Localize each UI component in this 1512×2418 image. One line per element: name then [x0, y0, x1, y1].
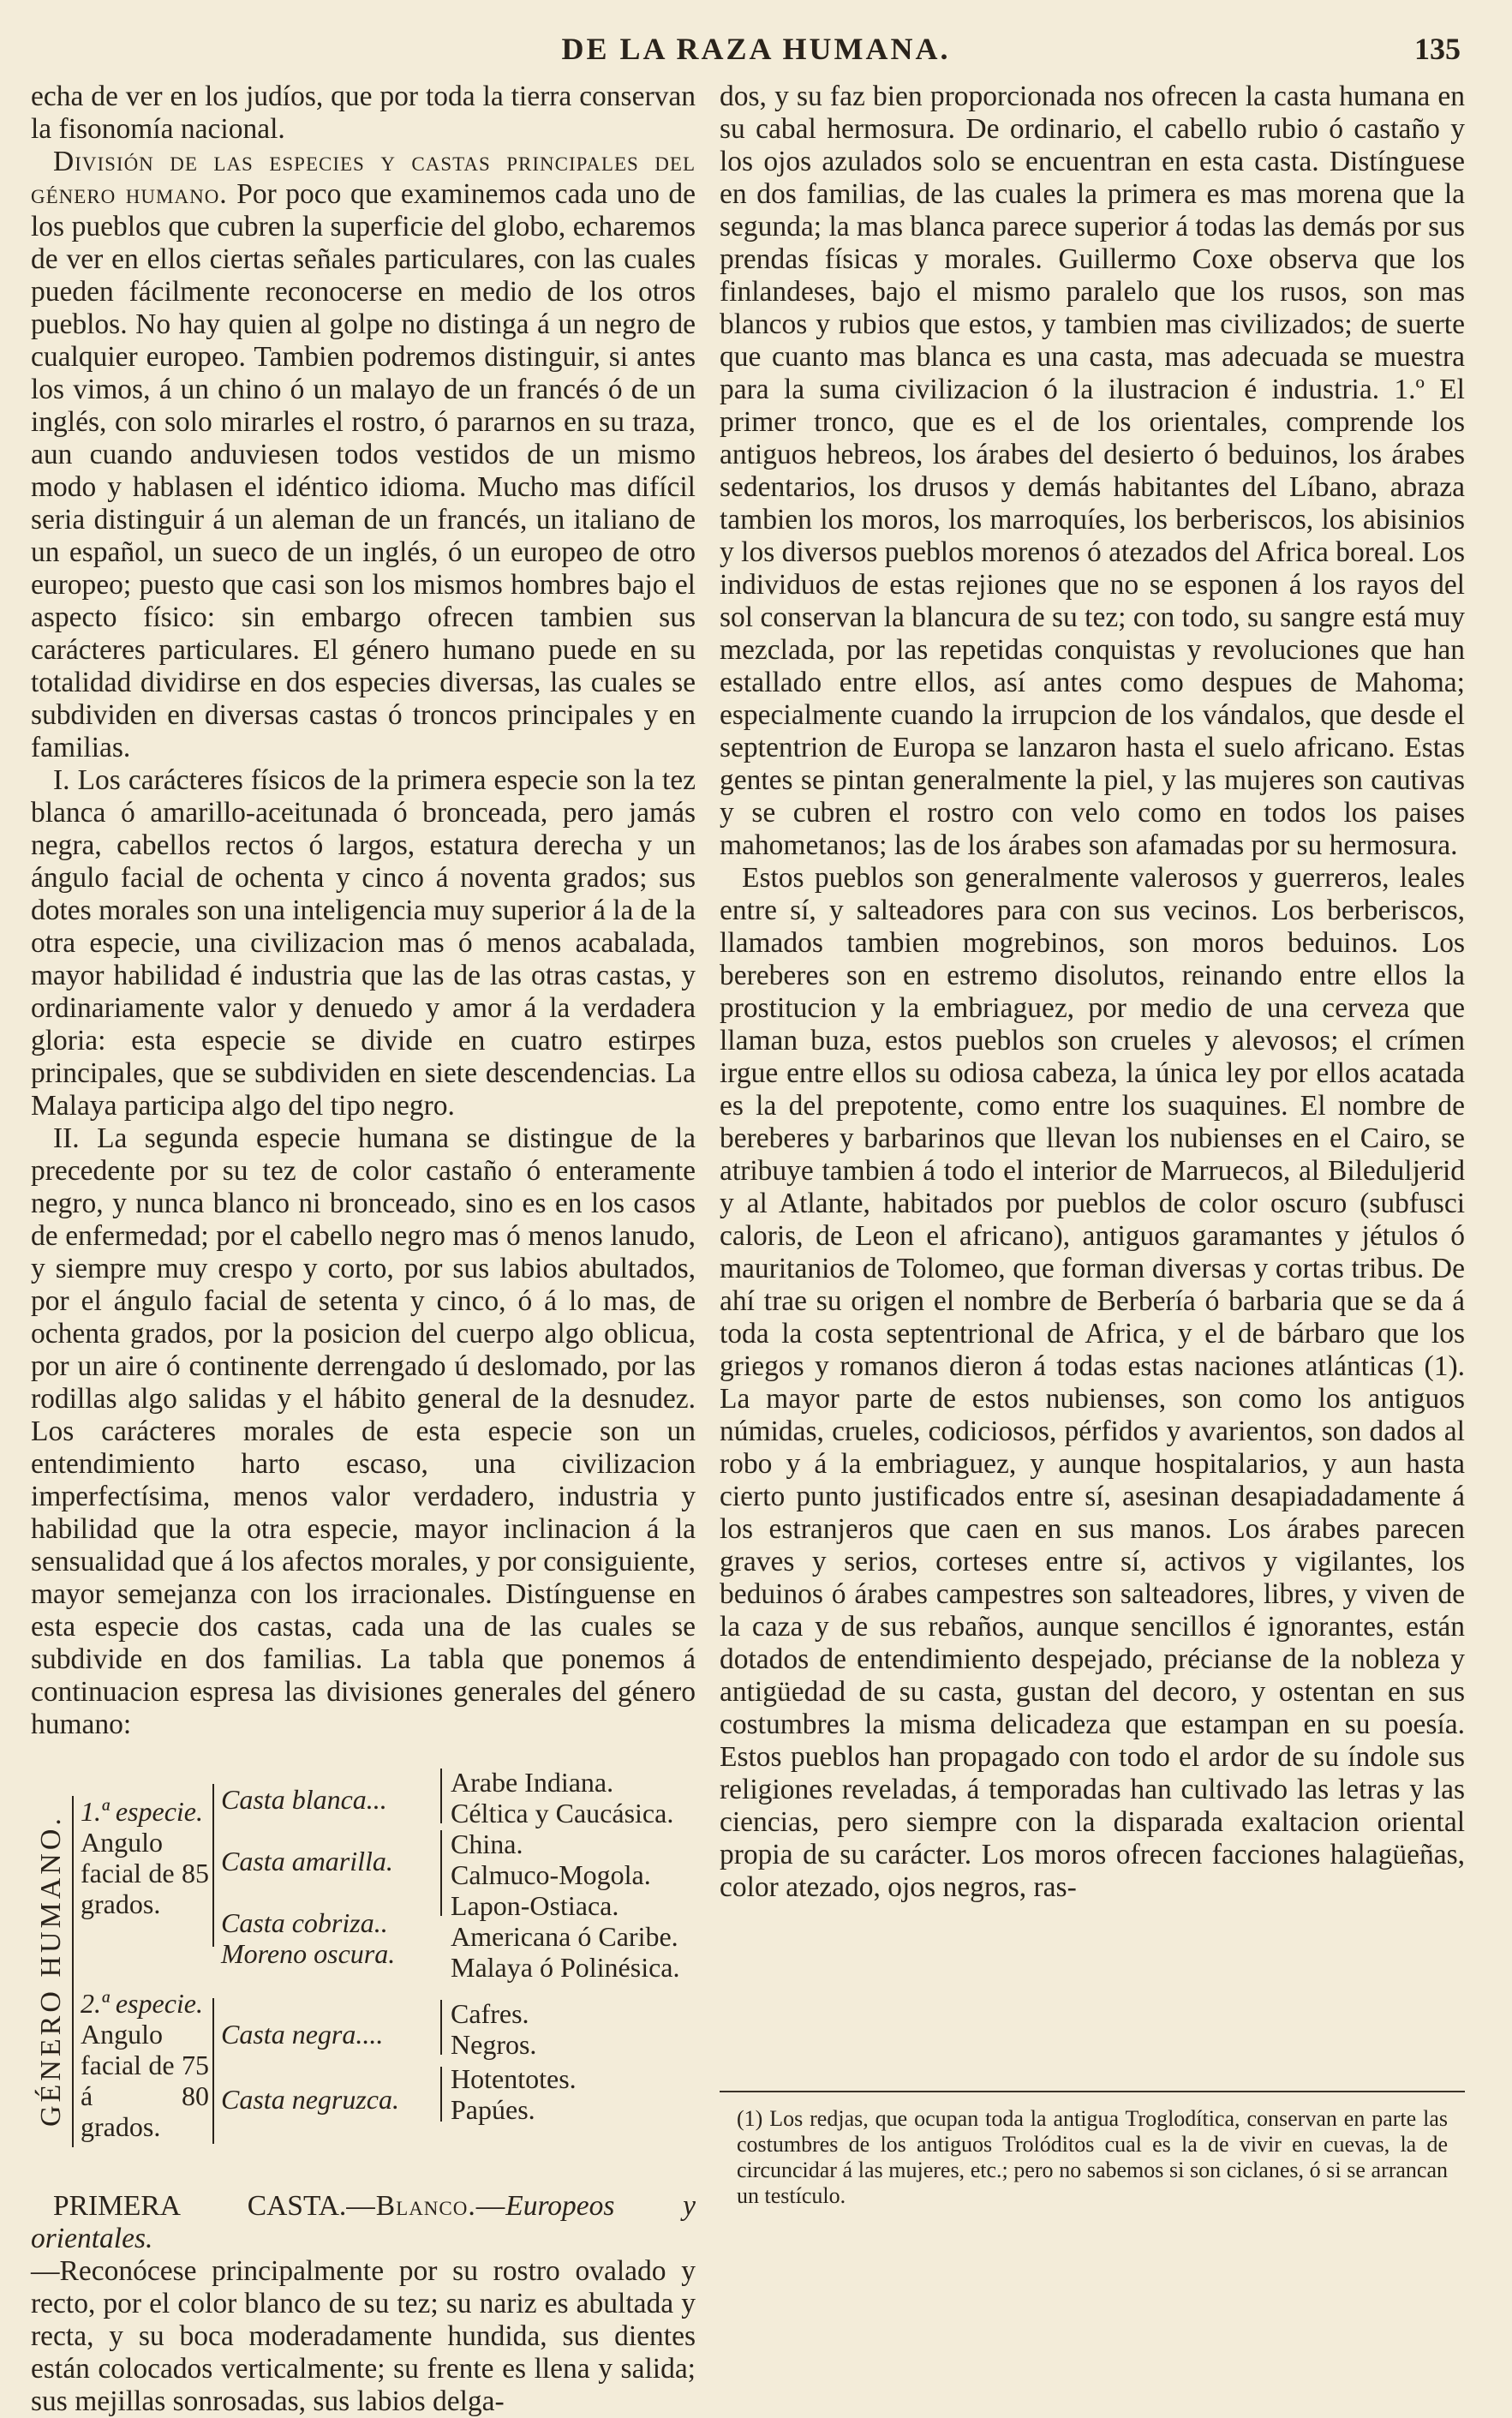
casta-label: Casta cobriza..: [221, 1907, 388, 1938]
running-title: DE LA RAZA HUMANA.: [561, 32, 951, 66]
section-heading: PRIMERA CASTA.: [53, 2190, 347, 2222]
raza-label: Papúes.: [451, 2094, 535, 2125]
raza-label: Cafres.: [451, 1998, 529, 2029]
raza-label: Negros.: [451, 2029, 537, 2060]
paragraph: Estos pueblos son generalmente valerosos y guerreros, leales entre sí, y salteadores para con sus vecinos. Los berberiscos, llamados tambien mogrebinos, son moros beduinos. Los bereberes son en estremo disolutos, reinando entre ellos la prostitucion y la embriaguez, por medio de una cerveza que llaman buza, estos pueblos son crueles y alevosos; el crímen irgue entre ellos su odiosa cabeza, la única ley por ellos acatada es la del prepotente, como entre los suaquines. El nombre de bereberes y barbarinos que llevan los nubienses en el Cairo, se atribuye tambien á todo el interior de Marruecos, al Bileduljerid y al Atlante, habitados por pueblos de color oscuro (subfusci caloris, de Leon el africano), antiguos garamantes y jétulos ó mauritanios de Tolomeo, que forman diversas y cortas tribus. De ahí trae su origen el nombre de Berbería ó barbaria que se da á toda la costa septentrional de Africa, y el de bárbaro que los griegos y romanos dieron á todas estas naciones atlánticas (1). La mayor parte de estos nubienses, son como los antiguos númidas, crueles, codiciosos, pérfidos y avarientos, son dados al robo y á la embriaguez, y aunque hospitalarios, y aun hasta cierto punto justificados entre sí, asesinan desapiadadamente á los estranjeros que caen en sus manos. Los árabes parecen graves y serios, corteses entre sí, activos y vigilantes, los beduinos ó árabes campestres son salteadores, libres, y viven de la caza y de sus rebaños, aunque sencillos é ignorantes, están dotados de entendimiento despejado, précianse de la nobleza y antigüedad de su casta, gustan del decoro, y ostentan en sus costumbres la misma delicadeza que estampan en su poesía. Estos pueblos han propagado con todo el ardor de su índole sus religiones reveladas, á temporadas han cultivado las letras y las ciencias, pero siempre con la disparada exaltacion oriental propia de su carácter. Los moros ofrecen facciones halagüeñas, color atezado, ojos negros, ras-: [720, 862, 1465, 1903]
raza-label: Hotentotes.: [451, 2063, 577, 2094]
brace: [440, 2067, 442, 2122]
especie-1: 1.ª especie. Angulo facial de 85 grados.: [81, 1796, 209, 1919]
page-number: 135: [1414, 32, 1461, 66]
left-column: [31, 81, 696, 2418]
roman-numeral: I.: [53, 764, 70, 796]
roman-numeral: II.: [53, 1122, 80, 1154]
paragraph: II. La segunda especie humana se distingue de la precedente por su tez de color castaño ó enteramente negro, y nunca blanco ni bronceado, sino es en los casos de enfermedad; por el cabello negro mas ó menos lanudo, y siempre muy crespo y corto, por sus labios abultados, por el ángulo facial de setenta y cinco, ó á lo mas, de ochenta grados, por la posicion del cuerpo algo oblicua, por un aire ó continente derrengado ú deslomado, por las rodillas algo salidas y el hábito general de la desnudez. Los carácteres morales de esta especie son un entendimiento harto escaso, una civilizacion imperfectísima, menos valor verdadero, industria y habilidad que la otra especie, mayor inclinacion á la sensualidad que á los afectos morales, y por consiguiente, mayor semejanza con los irracionales. Distínguense en esta especie dos castas, cada una de las cuales se subdivide en dos familias. La tabla que ponemos á continuacion espresa las divisiones generales del género humano:: [31, 1122, 696, 1740]
casta-label: Casta negra....: [221, 2019, 384, 2050]
casta-label: Casta blanca...: [221, 1784, 387, 1815]
brace: [440, 2000, 442, 2055]
brace: [212, 1784, 214, 1947]
especie-2: 2.ª especie. Angulo facial de 75 á 80 grados.: [81, 1988, 209, 2142]
casta-label: Moreno oscura.: [221, 1938, 396, 1969]
paragraph: dos, y su faz bien proporcionada nos ofrecen la casta humana en su cabal hermosura. De ordinario, el cabello rubio ó castaño y los ojos azulados solo se encuentran en esta casta. Distínguese en dos familias, de las cuales la primera es mas morena que la segunda; la mas blanca parece superior á todas las demás por sus prendas físicas y morales. Guillermo Coxe observa que los finlandeses, bajo el mismo paralelo que los rusos, son mas blancos y rubios que estos, y tambien mas civilizados; de suerte que cuanto mas blanca es una casta, mas adecuada se muestra para la suma civilizacion ó la ilustracion é industria. 1.º El primer tronco, que es el de los orientales, comprende los antiguos hebreos, los árabes del desierto ó beduinos, los árabes sedentarios, los drusos y demás habitantes del Líbano, abraza tambien los moros, los marroquíes, los berberiscos, los abisinios y los diversos pueblos morenos ó atezados del Africa boreal. Los individuos de estas rejiones que no se esponen á los rayos del sol conservan la blancura de su tez; con todo, su sangre está muy mezclada, por las repetidas conquistas y revoluciones que han estallado entre ellos, así antes como despues de Mahoma; especialmente cuando la irrupcion de los vándalos, que desde el septentrion de Europa se lanzaron hasta el suelo africano. Estas gentes se pintan generalmente la piel, y las mujeres son cautivas y se cubren el rostro con velo como en todos los paises mahometanos; las de los árabes son afamadas por su hermosura.: [720, 81, 1465, 861]
section-heading: División de las especies y castas principales del género humano.: [31, 146, 696, 210]
paragraph: echa de ver en los judíos, que por toda la tierra conservan la fisonomía nacional.: [31, 81, 696, 145]
raza-label: China.: [451, 1828, 523, 1859]
brace: [440, 1769, 442, 1823]
page-header: [0, 31, 1512, 72]
raza-label: Americana ó Caribe.: [451, 1921, 678, 1952]
casta-label: Casta negruzca.: [221, 2084, 399, 2115]
raza-label: Calmuco-Mogola.: [451, 1859, 651, 1890]
raza-label: Céltica y Caucásica.: [451, 1798, 674, 1828]
classification-table: [31, 1767, 696, 2170]
brace: [440, 1830, 442, 1916]
table-group-label: GÉNERO HUMANO.: [35, 1815, 67, 2127]
footnote: (1) Los redjas, que ocupan toda la antigua Troglodítica, conservan en parte las costumbres de los antiguos Trolóditos cual es la de vivir en cuevas, la de circuncidar á las mujeres, etc.; pero no sabemos si son ciclanes, ó si se arrancan un testículo.: [737, 2106, 1448, 2208]
raza-label: Malaya ó Polinésica.: [451, 1952, 680, 1983]
paragraph: División de las especies y castas principales del género humano. Por poco que examinemos cada uno de los pueblos que cubren la superficie del globo, echaremos de ver en ellos ciertas señales particulares, con las cuales pueden fácilmente reconocerse en medio de los otros pueblos. No hay quien al golpe no distinga á un negro de cualquier europeo. Tambien podremos distinguir, si antes los vimos, á un chino ó un malayo de un francés ó de un inglés, con solo mirarles el rostro, ó pararnos en su traza, aun cuando anduviesen todos vestidos de un mismo modo y hablasen el idéntico idioma. Mucho mas difícil seria distinguir á un aleman de un francés, un italiano de un español, un sueco de un inglés, ó un europeo de otro europeo; puesto que casi son los mismos hombres bajo el aspecto físico: sin embargo ofrecen tambien sus carácteres particulares. El género humano puede en su totalidad dividirse en dos especies diversas, las cuales se subdividen en diversas castas ó troncos principales y en familias.: [31, 146, 696, 763]
raza-label: Lapon-Ostiaca.: [451, 1890, 619, 1921]
footnote-divider: [720, 2091, 1465, 2092]
brace: [212, 1998, 214, 2144]
paragraph: PRIMERA CASTA.—Blanco.—Europeos y orientales. —Reconócese principalmente por su rostro ovalado y recto, por el color blanco de su tez; su nariz es abultada y recta, y su boca moderadamente hundida, sus dientes están colocados verticalmente; su frente es llena y salida; sus mejillas sonrosadas, sus labios delga-: [31, 2190, 696, 2417]
brace: [72, 1796, 74, 2147]
raza-label: Arabe Indiana.: [451, 1767, 614, 1798]
paragraph: I. Los carácteres físicos de la primera especie son la tez blanca ó amarillo-aceitunada ó bronceada, pero jamás negra, cabellos rectos ó largos, estatura derecha y un ángulo facial de ochenta y cinco á noventa grados; sus dotes morales son una inteligencia muy superior á la de la otra especie, una civilizacion mas ó menos acabalada, mayor habilidad é industria que las de las otras castas, y ordinariamente valor y denuedo y amor á la verdadera gloria: esta especie se divide en cuatro estirpes principales, que se subdividen en siete descendencias. La Malaya participa algo del tipo negro.: [31, 764, 696, 1122]
casta-label: Casta amarilla.: [221, 1846, 393, 1876]
right-column: [720, 81, 1465, 1904]
